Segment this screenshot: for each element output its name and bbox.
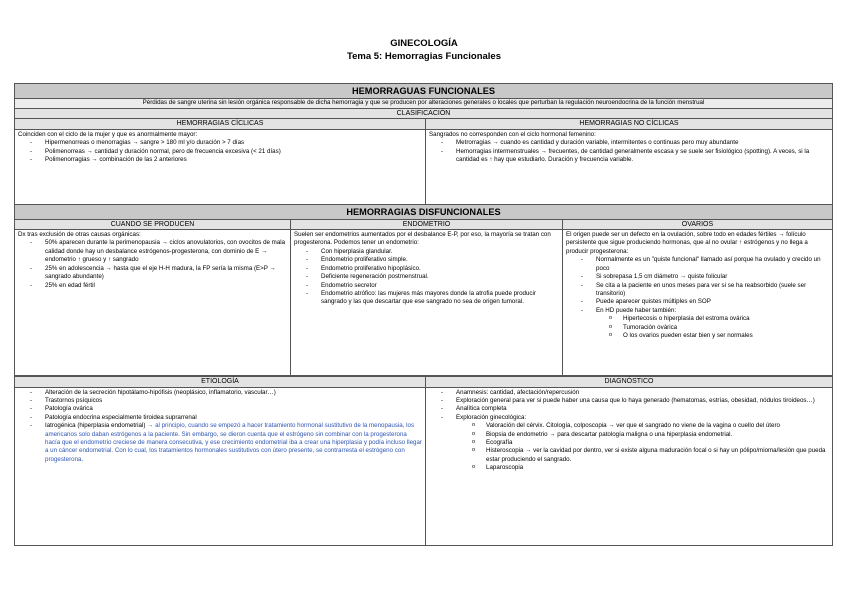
iatrogenica-label: Iatrogénica (hiperplasia endometrial) [45,422,146,430]
diagnostico-list [429,389,829,423]
list-item: - Anamnesis: cantidad, afectación/repercusión [429,389,829,397]
list-item: o Tumoración ovárica [596,324,829,332]
ciclicas-list [18,139,422,164]
list-item: - Puede aparecer quistes múltiples en SOP [566,298,829,306]
diagnostico-header: DIAGNÓSTICO [426,377,833,388]
cuando-header: CUANDO SE PRODUCEN [15,219,291,230]
list-item: o Ecografía [459,439,829,447]
ovarios-header: OVARIOS [563,219,833,230]
list-item: - 25% en adolescencia → hasta que el eje H-H madura, la FP sería la misma (E>P → sangrado abundante) [18,265,287,282]
list-item: - Endometrio proliferativo hipoplásico. [294,265,559,273]
list-item: - Metrorragias → cuando es cantidad y duración variable, intermitentes o continuas pero muy abundante [429,139,829,147]
endometrio-cell [291,230,563,376]
classification-header: CLASIFICACIÓN [15,108,833,119]
ovarios-intro: El origen puede ser un defecto en la ovulación, sobre todo en edades fértiles → folículo persistente que sigue produciendo hormonas, que al no ovular ↑ estrógenos y no llega a producir progesterona: [566,231,808,255]
list-item: - Polimenorragias → combinación de las 2 anteriores [18,156,422,164]
document-subtitle: Tema 5: Hemorragias Funcionales [347,51,501,62]
cuando-list [18,239,287,290]
list-item: - Trastornos psíquicos [18,397,422,405]
etiologia-diagnostico-table [14,376,833,546]
no-ciclicas-header: HEMORRAGIAS NO CÍCLICAS [426,119,833,130]
list-item: - 50% aparecen durante la perimenopausia → ciclos anovulatorios, con ovocitos de mala calidad donde hay un desbalance estrógenos-progesterona, con dominio de E → endometrio ↑ grueso y ↑ sangrado [18,239,287,264]
list-item: - Con hiperplasia glandular. [294,248,559,256]
ciclicas-header: HEMORRAGIAS CÍCLICAS [15,119,426,130]
list-item: - Hemorragias intermenstruales → frecuentes, de cantidad generalmente escasa y se suele ser fisiológico (spotting). A veces, si la cantidad es ↑ hay que estudiarlo. Duración y frecuencia variable. [429,148,829,165]
list-item: - En HD puede haber también: [566,307,829,315]
ovarios-cell [563,230,833,376]
list-item: - Endometrio proliferativo simple. [294,256,559,264]
ciclicas-cell [15,129,426,204]
no-ciclicas-list [429,139,829,164]
hemorragias-disfuncionales-table [14,204,833,376]
document-title: GINECOLOGÍA [390,38,458,49]
list-item: - Alteración de la secreción hipotálamo-hipófisis (neoplásico, inflamatorio, vascular…) [18,389,422,397]
list-item: o Laparoscopia [459,464,829,472]
list-item: o Histeroscopia → ver la cavidad por dentro, ver si existe alguna maduración focal o si hay un pólipo/mioma/lesión que pueda estar produciendo el sangrado. [459,447,829,464]
list-item: o Valoración del cérvix. Citología, colposcopia → ver que el sangrado no viene de la vagina o cuello del útero [459,422,829,430]
list-item: - Analítica completa [429,405,829,413]
cuando-intro: Dx tras exclusión de otras causas orgánicas: [18,231,141,239]
list-item: o O los ovarios pueden estar bien y ser normales [596,332,829,340]
list-item: - 25% en edad fértil [18,282,287,290]
hd-header: HEMORRAGIAS DISFUNCIONALES [15,205,833,220]
list-item: - Exploración general para ver si puede haber una causa que lo haya generado (hematomas, estrías, obesidad, nódulos tiroideos…) [429,397,829,405]
list-item: - Patología ovárica [18,405,422,413]
diagnostico-sublist [459,422,829,473]
diagnostico-cell [426,387,833,545]
endometrio-header: ENDOMETRIO [291,219,563,230]
ovarios-list [566,256,829,315]
list-item: - Normalmente es un "quiste funcional" llamado así porque ha ovulado y crecido un poco [566,256,829,273]
list-item: - Patología endocrina especialmente tiroidea suprarrenal [18,414,422,422]
ovarios-sublist [596,315,829,340]
ciclicas-intro: Coinciden con el ciclo de la mujer y que es anormalmente mayor: [18,130,198,138]
cuando-cell [15,230,291,376]
iatrogenica-arrow: → [145,422,156,430]
list-item: o Biopsia de endometrio → para descartar patología maligna o una hiperplasia endometrial. [459,431,829,439]
etiologia-cell [15,387,426,545]
no-ciclicas-intro: Sangrados no corresponden con el ciclo hormonal femenino: [429,130,596,138]
iatrogenica-text: al principio, cuando se empezó a hacer tratamiento hormonal sustitutivo de la menopausia, los americanos solo daban estrógenos a la paciente. Sin embargo, se dieron cuenta que el estrógeno sin combinar con la progesterona hacía que el endometrio creciese de manera consecutiva, y ese crecimiento endometrial iba a crear una hiperplasia y podía incluso llegar a un cáncer endometrial. Con lo cual, los tratamientos hormonales sustitutivos con útero presente, se contrarresta el estrógeno con progesterona. [45,422,422,463]
list-item: o Hipertecosis o hiperplasia del estroma ovárica [596,315,829,323]
etiologia-list [18,389,422,465]
list-item: - Endometrio secretor [294,282,559,290]
list-item: - Hipermenorreas o menorragias → sangre > 180 ml y/o duración > 7 días [18,139,422,147]
endometrio-list [294,248,559,307]
list-item: - Exploración ginecológica: [429,414,829,422]
list-item: - Endometrio atrófico: las mujeres más mayores donde la atrofia puede producir sangrado y las que descartar que ese sangrado no sea de origen tumoral. [294,290,559,307]
list-item-iatrogenica [18,422,422,464]
list-item: - Polimenorreas → cantidad y duración normal, pero de frecuencia excesiva (< 21 días) [18,148,422,156]
list-item: - Si sobrepasa 1,5 cm diámetro → quiste folicular [566,273,829,281]
list-item: - Deficiente regeneración postmenstrual. [294,273,559,281]
hemorragias-funcionales-table [14,83,833,205]
hf-header: HEMORRAGUAS FUNCIONALES [15,84,833,99]
no-ciclicas-cell [426,129,833,204]
endometrio-intro: Suelen ser endometrios aumentados por el desbalance E-P, por eso, la mayoría se tratan con progesterona. Podemos tener un endometrio: [294,231,551,247]
etiologia-header: ETIOLOGÍA [15,377,426,388]
list-item: - Se cita a la paciente en unos meses para ver si se ha reabsorbido (suele ser transitorio) [566,282,829,299]
hf-definition: Pérdidas de sangre uterina sin lesión orgánica responsable de dicha hemorragia y que se producen por alteraciones generales o locales que perturban la regulación neuroendocrina de la función menstrual [15,98,833,108]
